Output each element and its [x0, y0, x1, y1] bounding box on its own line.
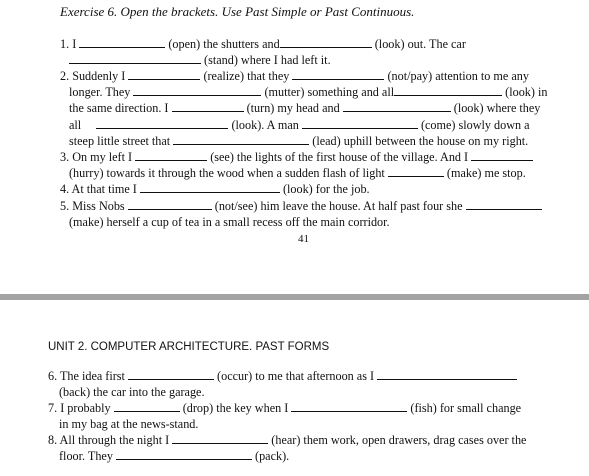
item-2-text-j: all — [69, 118, 82, 132]
item-3-line-1 — [60, 149, 533, 165]
answer-blank[interactable] — [173, 133, 309, 145]
item-8-line-1 — [48, 432, 526, 448]
item-8-text-d: (pack). — [255, 449, 290, 463]
item-1-text-d: (stand) where I had left it. — [204, 53, 331, 67]
item-1-text-a: 1. I — [60, 37, 77, 51]
item-1-text-b: (open) the shutters and — [168, 37, 280, 51]
answer-blank[interactable] — [128, 198, 212, 210]
answer-blank[interactable] — [471, 149, 533, 161]
item-1-text-c: (look) out. The car — [374, 37, 466, 51]
item-6-line-1 — [48, 368, 517, 384]
item-6-text-a: 6. The idea first — [48, 369, 125, 383]
answer-blank[interactable] — [343, 100, 451, 112]
item-3-text-a: 3. On my left I — [60, 150, 133, 164]
item-2-text-m: steep little street that — [69, 134, 171, 148]
answer-blank[interactable] — [114, 400, 180, 412]
item-4-line-1 — [60, 181, 370, 197]
item-7-text-c: (fish) for small change — [410, 401, 522, 415]
item-2-text-h: (turn) my head and — [246, 101, 340, 115]
item-8-text-a: 8. All through the night I — [48, 433, 170, 447]
answer-blank[interactable] — [292, 68, 384, 80]
item-8-text-b: (hear) them work, open drawers, drag cases over the — [271, 433, 527, 447]
unit-title: UNIT 2. COMPUTER ARCHITECTURE. PAST FORMS — [48, 341, 330, 353]
answer-blank[interactable] — [133, 84, 261, 96]
item-6-text-b: (occur) to me that afternoon as I — [217, 369, 375, 383]
answer-blank[interactable] — [128, 68, 200, 80]
item-2-text-b: (realize) that they — [203, 69, 290, 83]
item-7-text-d: in my bag at the news-stand. — [59, 417, 199, 431]
item-7-line-1 — [48, 400, 521, 416]
answer-blank[interactable] — [466, 198, 542, 210]
exercise-title: Exercise 6. Open the brackets. Use Past Simple or Past Continuous. — [60, 4, 415, 19]
answer-blank[interactable] — [302, 117, 418, 129]
item-8-line-2 — [59, 448, 289, 464]
item-7-text-b: (drop) the key when I — [182, 401, 289, 415]
page-number: 41 — [298, 233, 309, 245]
answer-blank[interactable] — [128, 368, 214, 380]
item-5-line-2 — [69, 214, 390, 230]
answer-blank[interactable] — [394, 84, 502, 96]
item-2-line-4 — [69, 117, 530, 133]
answer-blank[interactable] — [377, 368, 517, 380]
item-2-line-3 — [69, 100, 540, 116]
item-7-text-a: 7. I probably — [48, 401, 111, 415]
item-2-text-e: (mutter) something and all — [264, 85, 395, 99]
item-5-text-a: 5. Miss Nobs — [60, 199, 125, 213]
item-2-text-c: (not/pay) attention to me any — [387, 69, 529, 83]
item-2-text-g: the same direction. I — [69, 101, 169, 115]
answer-blank[interactable] — [135, 149, 207, 161]
item-5-line-1 — [60, 198, 542, 214]
item-2-text-i: (look) where they — [453, 101, 541, 115]
item-2-line-1 — [60, 68, 529, 84]
item-5-text-b: (not/see) him leave the house. At half past four she — [214, 199, 463, 213]
item-1-line-2 — [69, 52, 331, 68]
answer-blank[interactable] — [280, 36, 372, 48]
item-2-text-d: longer. They — [69, 85, 131, 99]
item-6-line-2 — [59, 384, 205, 400]
answer-blank[interactable] — [96, 117, 228, 129]
item-4-text-a: 4. At that time I — [60, 182, 137, 196]
item-3-text-b: (see) the lights of the first house of the village. And I — [210, 150, 469, 164]
item-2-text-a: 2. Suddenly I — [60, 69, 126, 83]
item-2-line-5 — [69, 133, 528, 149]
answer-blank[interactable] — [172, 100, 244, 112]
item-6-text-c: (back) the car into the garage. — [59, 385, 205, 399]
answer-blank[interactable] — [388, 165, 444, 177]
item-3-text-c: (hurry) towards it through the wood when a sudden flash of light — [69, 166, 385, 180]
item-7-line-2 — [59, 416, 198, 432]
item-2-text-l: (come) slowly down a — [420, 118, 530, 132]
page-divider — [0, 294, 589, 300]
item-4-text-b: (look) for the job. — [282, 182, 370, 196]
item-2-text-n: (lead) uphill between the house on my right. — [312, 134, 529, 148]
item-2-text-k: (look). A man — [231, 118, 299, 132]
item-2-line-2 — [69, 84, 547, 100]
answer-blank[interactable] — [172, 432, 268, 444]
item-5-text-c: (make) herself a cup of tea in a small recess off the main corridor. — [69, 215, 390, 229]
answer-blank[interactable] — [291, 400, 407, 412]
answer-blank[interactable] — [69, 52, 201, 64]
item-1-line-1 — [60, 36, 466, 52]
answer-blank[interactable] — [140, 181, 280, 193]
item-3-line-2 — [69, 165, 526, 181]
answer-blank[interactable] — [79, 36, 165, 48]
item-3-text-d: (make) me stop. — [446, 166, 526, 180]
answer-blank[interactable] — [116, 448, 252, 460]
item-8-text-c: floor. They — [59, 449, 113, 463]
item-2-text-f: (look) in — [505, 85, 548, 99]
